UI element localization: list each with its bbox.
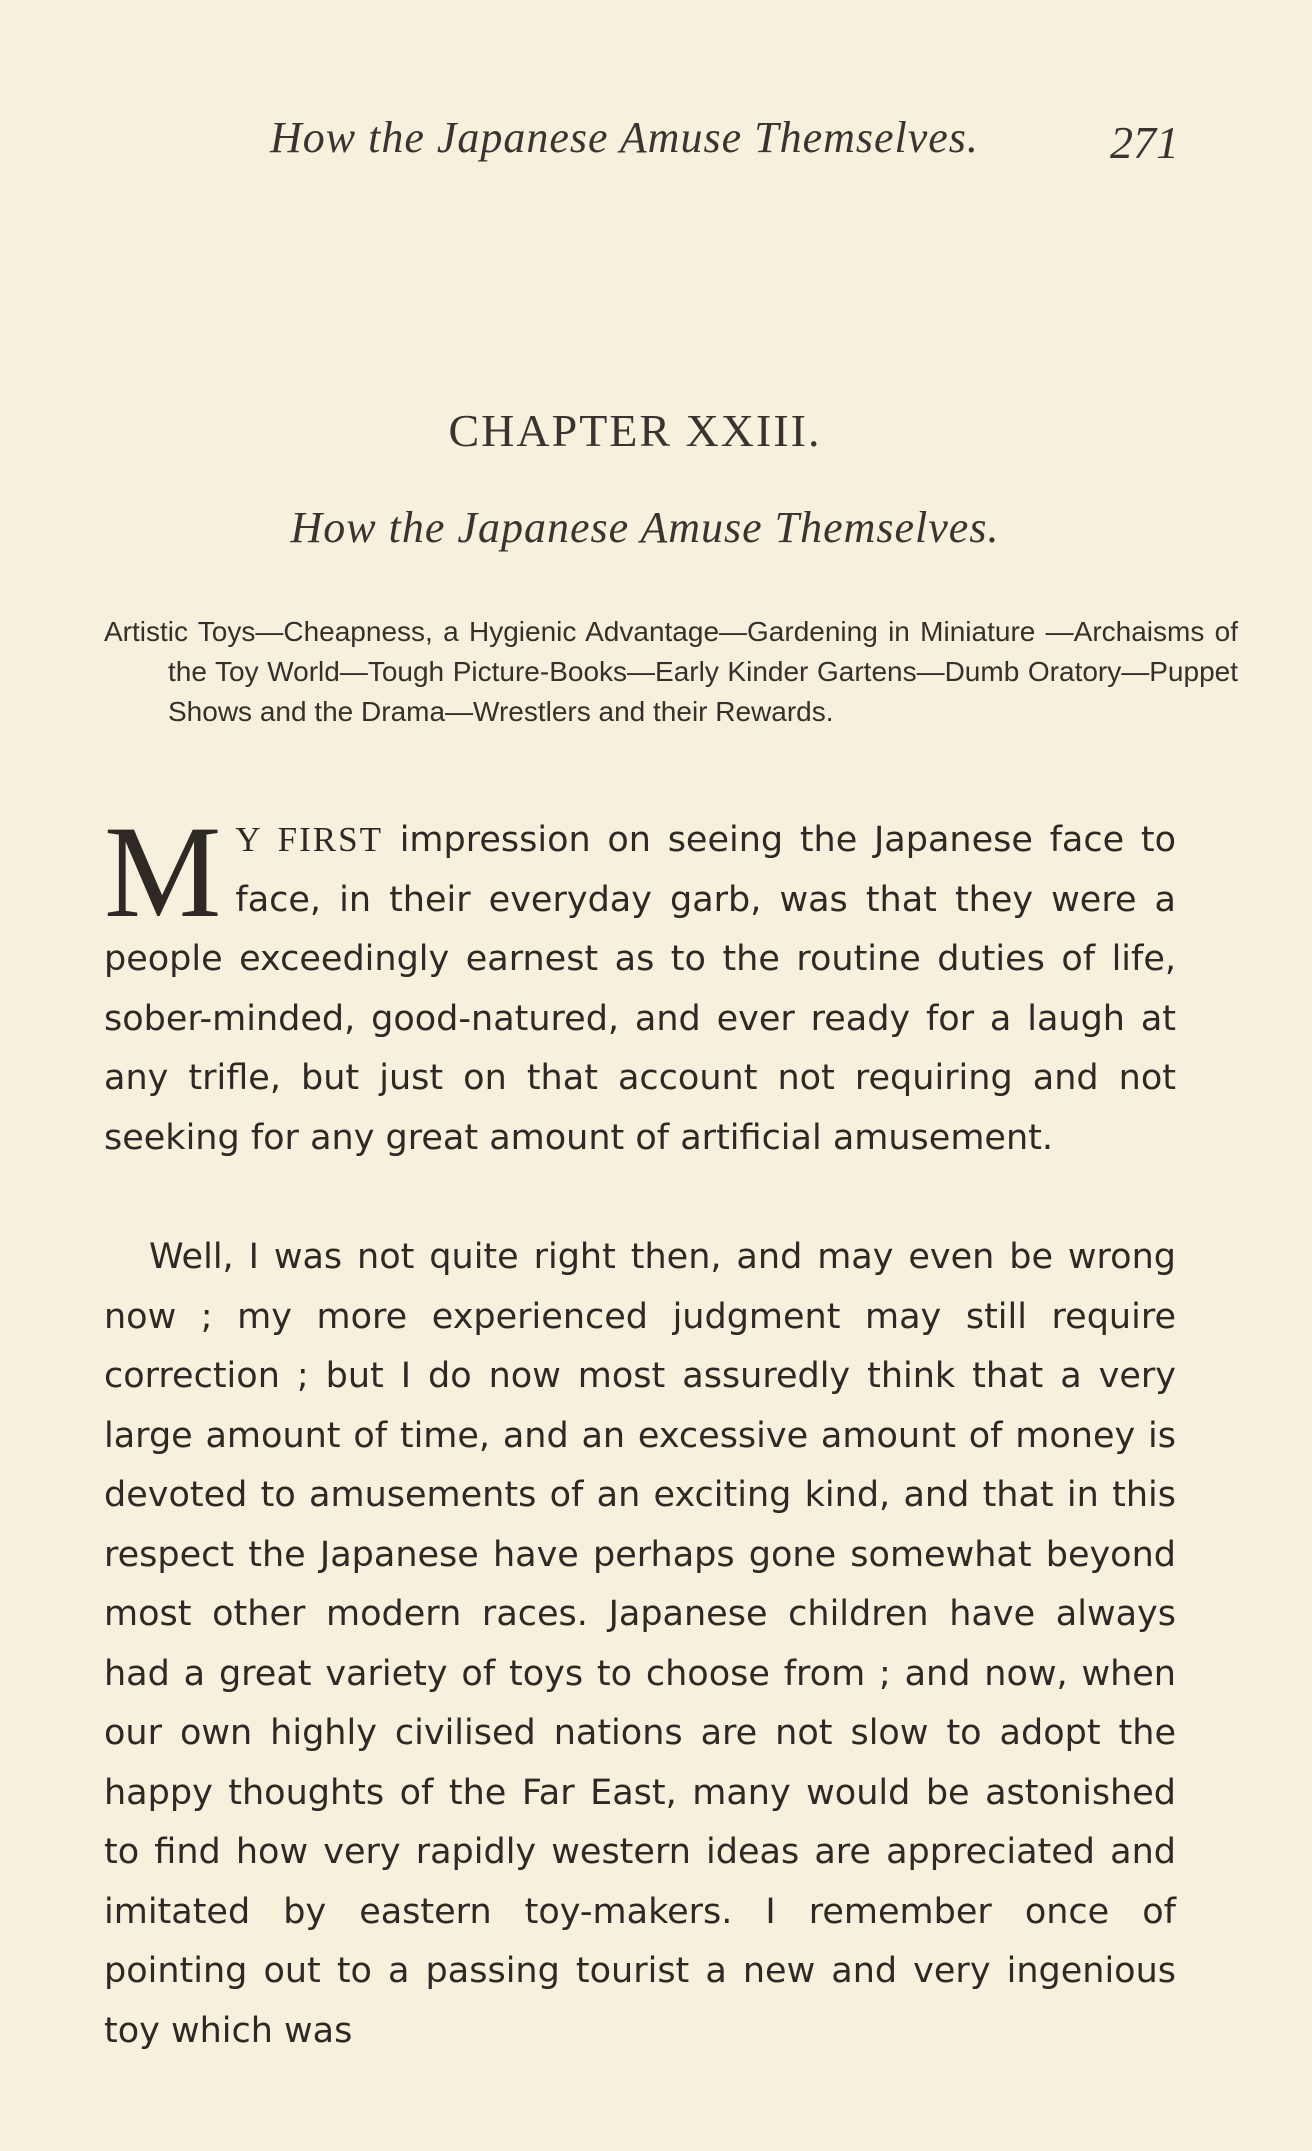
drop-cap: M: [104, 798, 222, 945]
lead-in-text: Y FIRST: [235, 820, 383, 859]
chapter-heading: CHAPTER XXIII.: [448, 405, 822, 456]
paragraph-1: [104, 798, 1176, 1168]
chapter-synopsis: Artistic Toys—Cheapness, a Hygienic Advantage—Gardening in Miniature —Archaisms of the Toy World—Tough Picture-Books—Early Kinder Gartens—Dumb Oratory—Puppet Shows and the Drama—Wrestlers and their Rewards.: [104, 616, 1238, 727]
running-head-title: How the Japanese Amuse Themselves.: [270, 113, 979, 162]
paragraph-2: Well, I was not quite right then, and may even be wrong now ; my more experienced judgment may still require correction ; but I do now most assuredly think that a very large amount of time, and an excessive amount of money is devoted to amusements of an exciting kind, and that in this respect the Japanese have perhaps gone somewhat beyond most other modern races. Japanese children have always had a great variety of toys to choose from ; and now, when our own highly civilised nations are not slow to adopt the happy thoughts of the Far East, many would be astonished to find how very rapidly western ideas are appreciated and imitated by eastern toy-makers. I remember once of pointing out to a passing tourist a new and very ingenious toy which was: [104, 1237, 1176, 2051]
chapter-title: How the Japanese Amuse Themselves.: [290, 503, 1000, 552]
page-number: 271: [1110, 117, 1179, 168]
paragraph-1-text: impression on seeing the Japanese face to face, in their everyday garb, was that they were a people exceedingly earnest as to the routine duties of life, sober-minded, good-natured, and ever ready for a laugh at any trifle, but just on that account not requiring and not seeking for any great amount of artificial amusement.: [104, 820, 1176, 1158]
